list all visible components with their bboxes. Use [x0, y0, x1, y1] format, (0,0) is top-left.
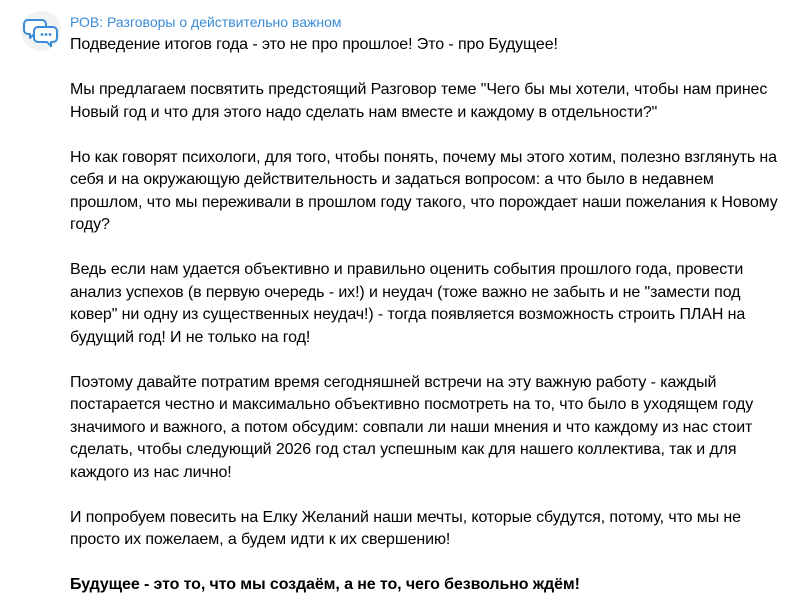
chat-bubbles-icon [21, 11, 61, 51]
post-text [70, 34, 785, 597]
post-paragraph: И попробуем повесить на Елку Желаний наши мечты, которые сбудутся, потому, что мы не просто их пожелаем, а будем идти к их свершению! [70, 508, 741, 548]
post-closing-line: Будущее - это то, что мы создаём, а не то, чего безвольно ждём! [70, 576, 580, 593]
post-paragraph: Подведение итогов года - это не про прошлое! Это - про Будущее! [70, 36, 558, 53]
post-paragraph: Мы предлагаем посвятить предстоящий Разговор теме "Чего бы мы хотели, чтобы нам принес Новый год и что для этого надо сделать нам вместе и каждому в отдельности?" [70, 81, 768, 121]
channel-avatar[interactable] [21, 11, 61, 51]
post-paragraph: Ведь если нам удается объективно и правильно оценить события прошлого года, провести анализ успехов (в первую очередь - их!) и неудач (тоже важно не забыть и не "замести под ковер" ни одну из существенных неудач!) - тогда появляется возможность строить ПЛАН на будущий год! И не только на год! [70, 261, 746, 346]
post-paragraph: Но как говорят психологи, для того, чтобы понять, почему мы этого хотим, полезно взглянуть на себя и на окружающую действительность и задаться вопросом: а что было в недавнем прошлом, что мы переживали в прошлом году такого, что порождает наши пожелания к Новому году? [70, 148, 778, 233]
channel-name-link[interactable]: РОВ: Разговоры о действительно важном [70, 14, 342, 30]
post-content [70, 13, 785, 597]
post-paragraph: Поэтому давайте потратим время сегодняшней встречи на эту важную работу - каждый постарается честно и максимально объективно посмотреть на то, что было в уходящем году значимого и важного, а потом обсудим: совпали ли наши мнения и что каждому из нас стоит сделать, чтобы следующий 2026 год стал успешным как для нашего коллектива, так и для каждого из нас лично! [70, 373, 754, 481]
